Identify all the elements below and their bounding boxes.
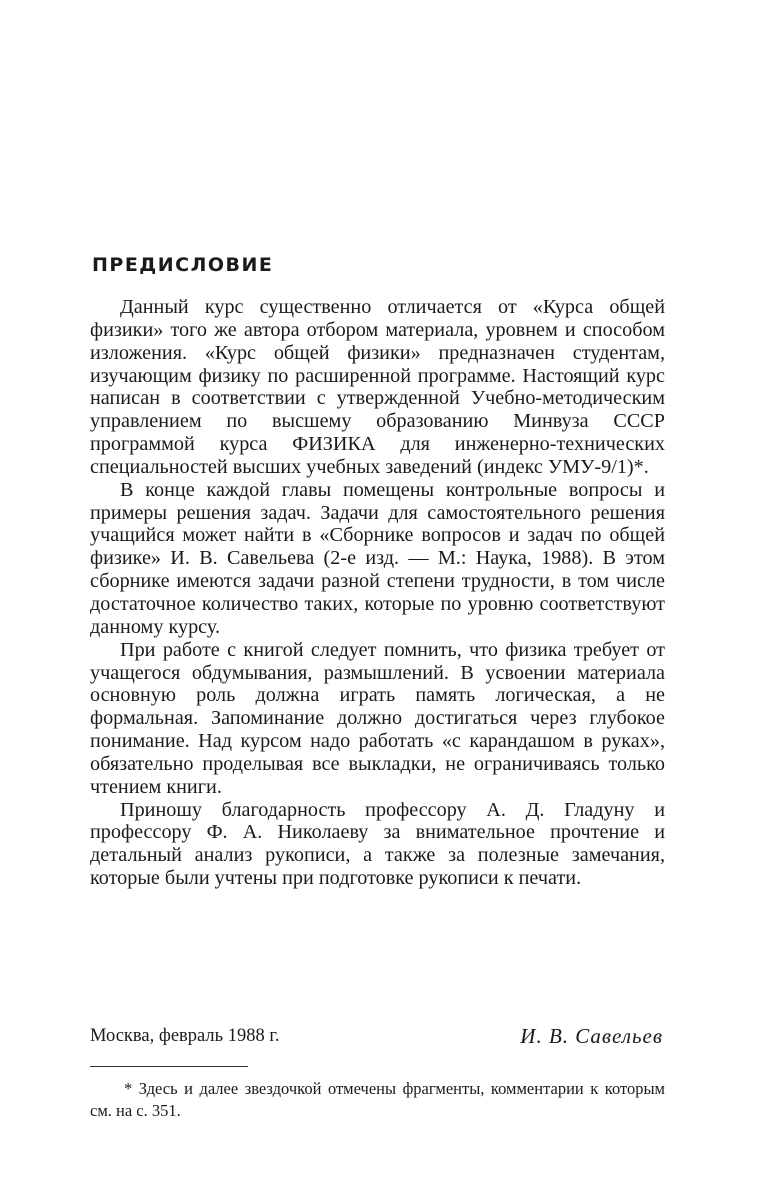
author-signature: И. В. Савельев: [520, 1024, 663, 1048]
paragraph-problems: В конце каждой главы помещены контрольные вопросы и примеры решения задач. Задачи для самостоятельного решения учащийся может найти в «Сборнике вопросов и задач по общей физике» И. В. Савельева (2-е изд. — М.: Наука, 1988). В этом сборнике имеются задачи разной степени трудности, в том числе достаточное количество таких, которые по уровню соответствуют данному курсу.: [90, 478, 665, 638]
place-date: Москва, февраль 1988 г.: [90, 1026, 280, 1046]
footnote: * Здесь и далее звездочкой отмечены фрагменты, комментарии к которым см. на с. 351.: [90, 1079, 665, 1120]
paragraph-study-advice: При работе с книгой следует помнить, что физика требует от учащегося обдумывания, размышлений. В усвоении материала основную роль должна играть память логическая, а не формальная. Запоминание должно достигаться через глубокое понимание. Над курсом надо работать «с карандашом в руках», обязательно проделывая все выкладки, не ограничиваясь только чтением книги.: [90, 638, 665, 798]
preface-body: [90, 296, 665, 890]
page-title: ПРЕДИСЛОВИЕ: [92, 254, 274, 276]
paragraph-acknowledgements: Приношу благодарность профессору А. Д. Гладуну и профессору Ф. А. Николаеву за внимательное прочтение и детальный анализ рукописи, а также за полезные замечания, которые были учтены при подготовке рукописи к печати.: [90, 798, 665, 890]
paragraph-course-description: Данный курс существенно отличается от «Курса общей физики» того же автора отбором материала, уровнем и способом изложения. «Курс общей физики» предназначен студентам, изучающим физику по расширенной программе. Настоящий курс написан в соответствии с утвержденной Учебно-методическим управлением по высшему образованию Минвуза СССР программой курса ФИЗИКА для инженерно-технических специальностей высших учебных заведений (индекс УМУ-9/1)*.: [90, 296, 665, 478]
footnote-divider: [90, 1066, 248, 1067]
signature-line: [90, 1024, 665, 1050]
